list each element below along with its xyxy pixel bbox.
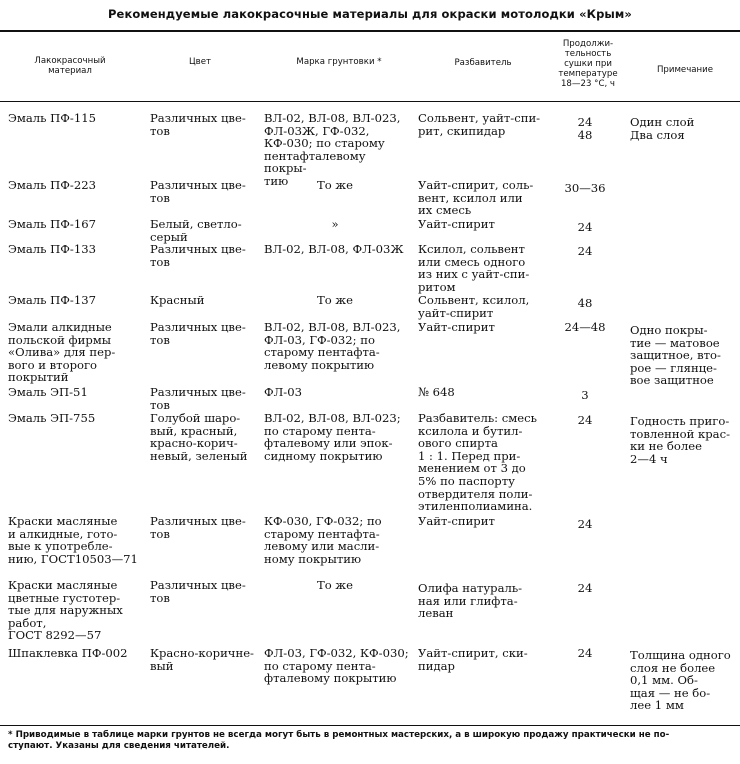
- row-4-color: Различных цве- тов: [150, 242, 246, 269]
- header-bottom-rule: [0, 101, 740, 102]
- row-7-drying: 3: [581, 388, 589, 402]
- header-drying: Продолжи- тельность сушки при температуре 18—23 °С, ч: [558, 39, 618, 89]
- row-9-primer: КФ-030, ГФ-032; по старому пентафта- левому или масли- ному покрытию: [264, 514, 382, 566]
- row-6-primer: ВЛ-02, ВЛ-08, ВЛ-023, ФЛ-03, ГФ-032; по старому пентафта- левому покрытию: [264, 320, 401, 372]
- row-9-color: Различных цве- тов: [150, 514, 246, 541]
- row-6-note: Одно покры- тие — матовое защитное, вто- рое — глянце- вое защитное: [630, 323, 721, 388]
- row-11-material: Шпаклевка ПФ-002: [8, 646, 128, 660]
- row-7-material: Эмаль ЭП-51: [8, 385, 88, 399]
- row-4-primer: ВЛ-02, ВЛ-08, ФЛ-03Ж: [264, 242, 404, 256]
- row-10-primer: То же: [317, 578, 353, 592]
- row-5-color: Красный: [150, 293, 205, 307]
- row-1-thinner: Сольвент, уайт-спи- рит, скипидар: [418, 111, 541, 138]
- row-11-primer: ФЛ-03, ГФ-032, КФ-030; по старому пента- фталевому покрытию: [264, 646, 409, 686]
- row-1-drying: 24 48: [577, 115, 593, 142]
- row-8-material: Эмаль ЭП-755: [8, 411, 96, 425]
- row-8-note: Годность приго- товленной крас- ки не более 2—4 ч: [630, 414, 730, 466]
- row-8-color: Голубой шаро- вый, красный, красно-корич- невый, зеленый: [150, 411, 248, 463]
- row-6-color: Различных цве- тов: [150, 320, 246, 347]
- row-7-color: Различных цве- тов: [150, 385, 246, 412]
- row-5-thinner: Сольвент, ксилол, уайт-спирит: [418, 293, 530, 320]
- row-10-drying: 24: [577, 581, 593, 595]
- row-7-primer: ФЛ-03: [264, 385, 302, 399]
- header-primer: Марка грунтовки *: [296, 57, 382, 67]
- row-8-drying: 24: [577, 413, 593, 427]
- row-2-material: Эмаль ПФ-223: [8, 178, 96, 192]
- row-6-material: Эмали алкидные польской фирмы «Олива» для пер- вого и второго покрытий: [8, 320, 116, 385]
- header-color: Цвет: [188, 57, 212, 67]
- row-5-drying: 48: [577, 296, 593, 310]
- row-5-primer: То же: [317, 293, 353, 307]
- row-10-material: Краски масляные цветные густотер- тые для наружных работ, ГОСТ 8292—57: [8, 578, 123, 643]
- row-1-note: Один слой Два слоя: [630, 115, 695, 142]
- row-7-thinner: № 648: [418, 385, 455, 399]
- row-10-color: Различных цве- тов: [150, 578, 246, 605]
- row-3-primer: »: [331, 217, 339, 231]
- row-2-drying: 30—36: [564, 181, 606, 195]
- row-1-material: Эмаль ПФ-115: [8, 111, 96, 125]
- row-1-color: Различных цве- тов: [150, 111, 246, 138]
- row-11-thinner: Уайт-спирит, ски- пидар: [418, 646, 528, 673]
- table-footnote: * Приводимые в таблице марки грунтов не всегда могут быть в ремонтных мастерских, а в широкую продажу практически не по- ступают. Указаны для сведения читателей.: [8, 730, 670, 751]
- row-10-thinner: Олифа натураль- ная или глифта- леван: [418, 581, 523, 621]
- table-bottom-rule: [0, 725, 740, 726]
- row-11-color: Красно-коричне- вый: [150, 646, 254, 673]
- row-2-color: Различных цве- тов: [150, 178, 246, 205]
- header-top-rule: [0, 30, 740, 32]
- row-6-drying: 24—48: [564, 320, 606, 334]
- row-11-drying: 24: [577, 646, 593, 660]
- row-6-thinner: Уайт-спирит: [418, 320, 495, 334]
- row-3-drying: 24: [577, 220, 593, 234]
- row-2-primer: То же: [317, 178, 353, 192]
- row-1-primer: ВЛ-02, ВЛ-08, ВЛ-023, ФЛ-03Ж, ГФ-032, КФ-030; по старому пентафталевому покры- тию: [264, 111, 401, 188]
- row-8-thinner: Разбавитель: смесь ксилола и бутил- ового спирта 1 : 1. Перед при- менением от 3 до 5% по паспорту отвердителя поли- этиленполиамина.: [418, 411, 537, 514]
- header-thinner: Разбавитель: [454, 58, 512, 68]
- row-4-thinner: Ксилол, сольвент или смесь одного из них с уайт-спи- ритом: [418, 242, 530, 294]
- row-9-drying: 24: [577, 517, 593, 531]
- row-5-material: Эмаль ПФ-137: [8, 293, 96, 307]
- table-title: Рекомендуемые лакокрасочные материалы для окраски мотолодки «Крым»: [108, 7, 632, 21]
- header-material: Лакокрасочный материал: [34, 56, 106, 76]
- row-9-material: Краски масляные и алкидные, гото- вые к употребле- нию, ГОСТ10503—71: [8, 514, 138, 566]
- row-9-thinner: Уайт-спирит: [418, 514, 495, 528]
- header-note: Примечание: [656, 65, 714, 75]
- row-11-note: Толщина одного слоя не более 0,1 мм. Об- щая — не бо- лее 1 мм: [630, 648, 731, 713]
- row-8-primer: ВЛ-02, ВЛ-08, ВЛ-023; по старому пента- фталевому или эпок- сидному покрытию: [264, 411, 401, 463]
- row-4-material: Эмаль ПФ-133: [8, 242, 96, 256]
- row-3-material: Эмаль ПФ-167: [8, 217, 96, 231]
- row-3-thinner: Уайт-спирит: [418, 217, 495, 231]
- row-3-color: Белый, светло- серый: [150, 217, 242, 244]
- row-4-drying: 24: [577, 244, 593, 258]
- row-2-thinner: Уайт-спирит, соль- вент, ксилол или их смесь: [418, 178, 534, 218]
